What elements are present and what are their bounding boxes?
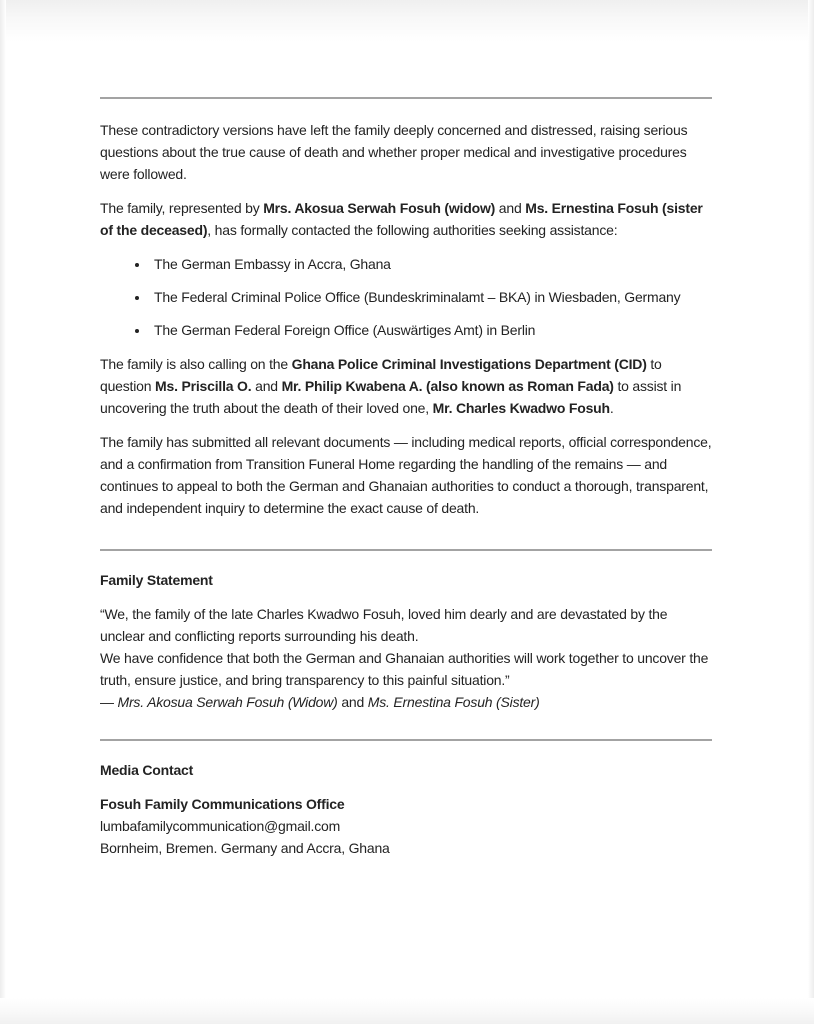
attribution-and: and: [337, 694, 368, 710]
intro-paragraph: These contradictory versions have left the family deeply concerned and distressed, raising serious questions about the true cause of death and whether proper medical and investigative procedures were followed.: [100, 122, 688, 182]
cid-text: and: [251, 378, 282, 394]
attribution-widow: Mrs. Akosua Serwah Fosuh (Widow): [117, 694, 338, 710]
philip-name: Mr. Philip Kwabena A. (also known as Roman Fada): [281, 378, 614, 394]
charles-name: Mr. Charles Kwadwo Fosuh: [432, 400, 610, 416]
authorities-list: [100, 253, 712, 341]
contact-locations: Bornheim, Bremen. Germany and Accra, Ghana: [100, 840, 390, 856]
cid-text: to question: [100, 356, 662, 394]
representation-text: , has formally contacted the following authorities seeking assistance:: [207, 222, 618, 238]
contact-office-name: Fosuh Family Communications Office: [100, 796, 345, 812]
documents-paragraph: The family has submitted all relevant documents — including medical reports, official correspondence, and a confirmation from Transition Funeral Home regarding the handling of the remains — and continues to appeal to both the German and Ghanaian authorities to conduct a thorough, transparent, and independent inquiry to determine the exact cause of death.: [100, 434, 712, 516]
attribution-dash: —: [100, 694, 118, 710]
cid-paragraph: [100, 353, 712, 419]
sister-name: Ms. Ernestina Fosuh (sister of the deceased): [100, 200, 703, 238]
family-statement-heading: Family Statement: [100, 572, 213, 588]
section-divider-media-contact: [100, 739, 712, 741]
list-item-federal-foreign-office: • The German Federal Foreign Office (Auswärtiges Amt) in Berlin: [150, 319, 712, 341]
cid-text: The family is also calling on the: [100, 356, 292, 372]
attribution-sister: Ms. Ernestina Fosuh (Sister): [367, 694, 540, 710]
cid-text: .: [609, 400, 614, 416]
family-statement-quote: [100, 603, 712, 713]
media-contact-heading: Media Contact: [100, 762, 194, 778]
representation-text: and: [495, 200, 526, 216]
section-divider-top: [100, 97, 712, 99]
widow-name: Mrs. Akosua Serwah Fosuh (widow): [263, 200, 496, 216]
quote-attribution: [100, 691, 712, 713]
contact-email: lumbafamilycommunication@gmail.com: [100, 818, 341, 834]
cid-department: Ghana Police Criminal Investigations Department (CID): [291, 356, 647, 372]
quote-line: We have confidence that both the German and Ghanaian authorities will work together to uncover the truth, ensure justice, and bring transparency to this painful situation.”: [100, 650, 709, 688]
list-item-federal-criminal-police: • The Federal Criminal Police Office (Bundeskriminalamt – BKA) in Wiesbaden, Germany: [150, 286, 712, 308]
priscilla-name: Ms. Priscilla O.: [155, 378, 252, 394]
quote-line: “We, the family of the late Charles Kwadwo Fosuh, loved him dearly and are devastated by the unclear and conflicting reports surrounding his death.: [100, 606, 668, 644]
list-item-german-embassy: • The German Embassy in Accra, Ghana: [150, 253, 712, 275]
representation-text: The family, represented by: [100, 200, 264, 216]
section-divider-family-statement: [100, 549, 712, 551]
photo-edge-bottom: [0, 998, 814, 1024]
media-contact-block: [100, 793, 712, 859]
cid-text: to assist in uncovering the truth about the death of their loved one,: [100, 378, 682, 416]
representation-paragraph: [100, 197, 712, 241]
